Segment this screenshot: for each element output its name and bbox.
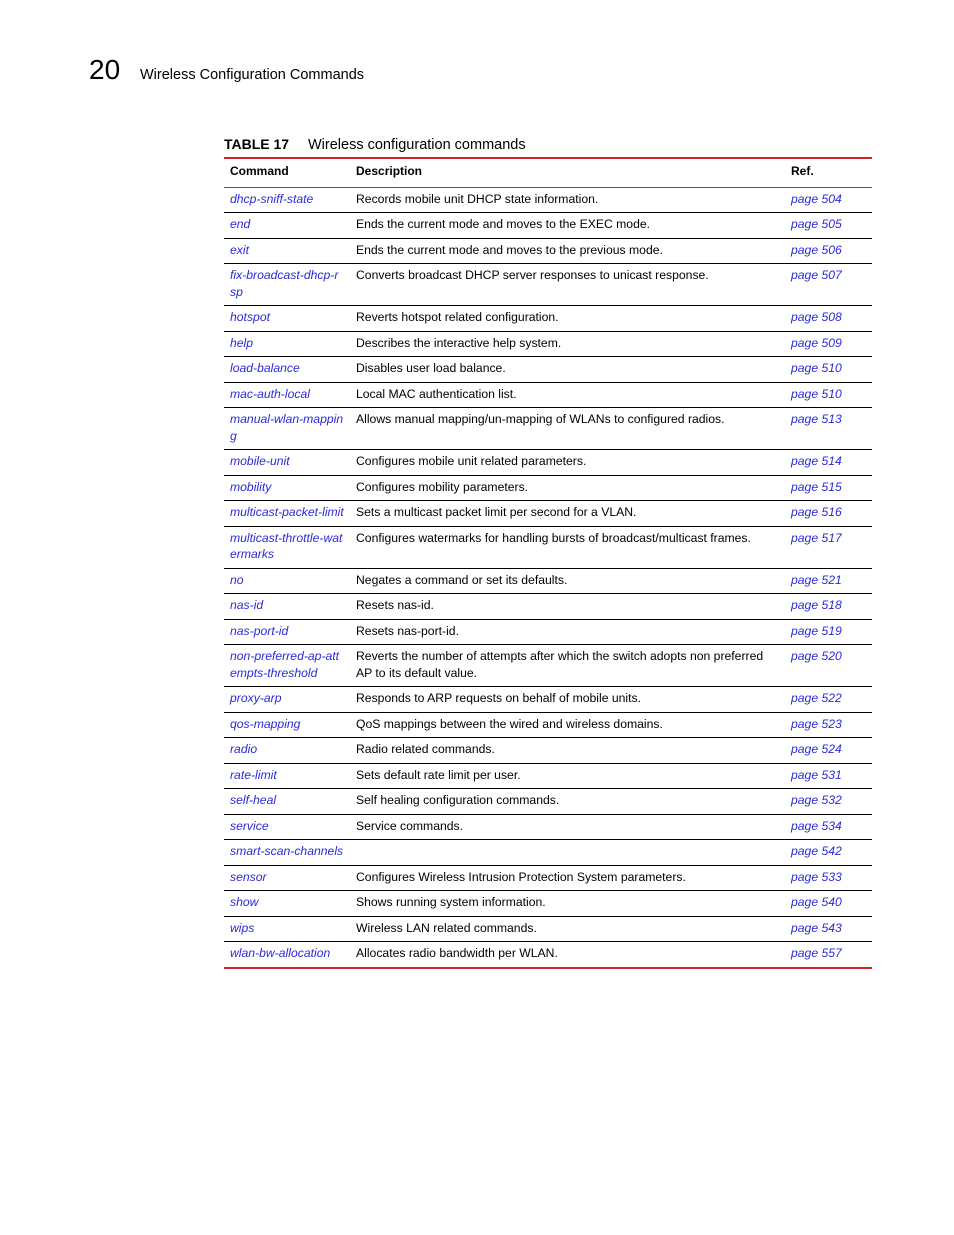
table-header-row (224, 158, 872, 187)
table-row (224, 619, 872, 645)
column-header-ref: Ref. (791, 164, 814, 178)
table-row (224, 357, 872, 383)
command-cell (224, 450, 350, 476)
page-ref-link[interactable]: page 522 (791, 691, 842, 705)
command-link[interactable]: help (230, 335, 254, 350)
table-row (224, 891, 872, 917)
description-cell: Ends the current mode and moves to the EXEC mode. (356, 217, 651, 231)
command-cell (224, 187, 350, 213)
description-cell: Allows manual mapping/un-mapping of WLANs to configured radios. (356, 412, 725, 426)
command-cell (224, 594, 350, 620)
command-cell (224, 645, 350, 687)
ref-cell (785, 238, 872, 264)
page-ref-link[interactable]: page 542 (791, 844, 842, 858)
page-ref-link[interactable]: page 534 (791, 818, 842, 833)
ref-cell (785, 865, 872, 891)
command-link[interactable]: mac-auth-local (230, 386, 310, 401)
table-title: Wireless configuration commands (308, 137, 526, 153)
table-row (224, 568, 872, 594)
page-ref-link[interactable]: page 518 (791, 598, 842, 612)
description-cell: QoS mappings between the wired and wireless domains. (356, 716, 663, 731)
page-ref-link[interactable]: page 508 (791, 310, 842, 324)
table-row (224, 306, 872, 332)
command-link[interactable]: smart-scan-channels (230, 844, 344, 858)
page-ref-link[interactable]: page 517 (791, 530, 842, 545)
description-cell: Reverts hotspot related configuration. (356, 310, 559, 324)
command-link[interactable]: multicast-packet-limit (230, 505, 344, 519)
table-row (224, 238, 872, 264)
table-row (224, 712, 872, 738)
description-cell: Configures Wireless Intrusion Protection System parameters. (356, 869, 686, 884)
table-row (224, 942, 872, 968)
command-link[interactable]: radio (230, 742, 258, 756)
table-row (224, 840, 872, 866)
ref-cell (785, 526, 872, 568)
description-cell: Resets nas-port-id. (356, 623, 459, 638)
description-cell: Self healing configuration commands. (356, 793, 560, 807)
command-link[interactable]: dhcp-sniff-state (230, 191, 314, 206)
ref-cell (785, 789, 872, 815)
table-row (224, 763, 872, 789)
ref-cell (785, 814, 872, 840)
description-cell: Negates a command or set its defaults. (356, 572, 568, 587)
command-cell (224, 306, 350, 332)
table-row (224, 501, 872, 527)
command-cell (224, 568, 350, 594)
page-ref-link[interactable]: page 510 (791, 386, 842, 401)
description-cell: Ends the current mode and moves to the previous mode. (356, 242, 663, 257)
description-cell: Resets nas-id. (356, 598, 434, 612)
command-link[interactable]: wlan-bw-allocation (230, 946, 331, 960)
command-link[interactable]: end (230, 217, 251, 231)
command-cell (224, 789, 350, 815)
page-ref-link[interactable]: page 516 (791, 505, 842, 519)
table-row (224, 865, 872, 891)
command-link[interactable]: nas-port-id (230, 623, 289, 638)
ref-cell (785, 187, 872, 213)
ref-cell (785, 891, 872, 917)
page-ref-link[interactable]: page 521 (791, 572, 842, 587)
description-cell: Converts broadcast DHCP server responses to unicast response. (356, 268, 709, 282)
chapter-title: Wireless Configuration Commands (140, 67, 365, 83)
command-link[interactable]: multicast-throttle-watermarks (230, 530, 343, 561)
command-link[interactable]: load-balance (230, 361, 300, 375)
table-row (224, 916, 872, 942)
command-link[interactable]: mobility (230, 479, 272, 494)
table-row (224, 475, 872, 501)
table-row (224, 687, 872, 713)
page-ref-link[interactable]: page 531 (791, 767, 842, 782)
ref-cell (785, 645, 872, 687)
ref-cell (785, 264, 872, 306)
ref-cell (785, 357, 872, 383)
command-link[interactable]: service (230, 818, 269, 833)
ref-cell (785, 213, 872, 239)
table-caption (224, 135, 526, 154)
page-ref-link[interactable]: page 504 (791, 191, 842, 206)
ref-cell (785, 475, 872, 501)
page-ref-link[interactable]: page 514 (791, 454, 842, 468)
command-link[interactable]: self-heal (230, 793, 277, 807)
page-ref-link[interactable]: page 540 (791, 895, 842, 909)
command-cell (224, 738, 350, 764)
ref-cell (785, 568, 872, 594)
description-cell: Configures watermarks for handling bursts of broadcast/multicast frames. (356, 530, 751, 545)
page-ref-link[interactable]: page 557 (791, 946, 842, 960)
command-link[interactable]: exit (230, 242, 249, 257)
page-ref-link[interactable]: page 532 (791, 793, 842, 807)
description-cell: Radio related commands. (356, 742, 495, 756)
page-ref-link[interactable]: page 524 (791, 742, 842, 756)
ref-cell (785, 306, 872, 332)
ref-cell (785, 450, 872, 476)
command-cell (224, 331, 350, 357)
command-cell (224, 916, 350, 942)
command-cell (224, 382, 350, 408)
ref-cell (785, 840, 872, 866)
description-cell: Sets default rate limit per user. (356, 767, 521, 782)
page-ref-link[interactable]: page 543 (791, 920, 842, 935)
command-link[interactable]: nas-id (230, 598, 264, 612)
table-label: TABLE 17 (224, 136, 290, 152)
page-ref-link[interactable]: page 509 (791, 335, 842, 350)
command-link[interactable]: proxy-arp (230, 691, 282, 705)
description-cell: Local MAC authentication list. (356, 386, 517, 401)
command-cell (224, 840, 350, 866)
page-ref-link[interactable]: page 513 (791, 412, 842, 426)
chapter-number: 20 (89, 54, 121, 85)
command-link[interactable]: hotspot (230, 310, 270, 324)
command-cell (224, 687, 350, 713)
table-row (224, 814, 872, 840)
page-ref-link[interactable]: page 515 (791, 479, 842, 494)
command-cell (224, 264, 350, 306)
command-link[interactable]: non-preferred-ap-attempts-threshold (230, 649, 340, 680)
description-cell: Service commands. (356, 818, 464, 833)
description-cell: Shows running system information. (356, 895, 546, 909)
table-body (224, 187, 872, 968)
table-row (224, 408, 872, 450)
command-cell (224, 475, 350, 501)
command-cell (224, 526, 350, 568)
page-ref-link[interactable]: page 533 (791, 869, 842, 884)
command-cell (224, 712, 350, 738)
command-link[interactable]: sensor (230, 869, 267, 884)
table-row (224, 382, 872, 408)
table-row (224, 264, 872, 306)
description-cell: Disables user load balance. (356, 361, 506, 375)
ref-cell (785, 738, 872, 764)
table-row (224, 187, 872, 213)
ref-cell (785, 687, 872, 713)
commands-table-container (224, 157, 872, 969)
description-cell: Describes the interactive help system. (356, 335, 562, 350)
description-cell: Configures mobile unit related parameters. (356, 454, 587, 468)
page-ref-link[interactable]: page 506 (791, 242, 842, 257)
command-cell (224, 619, 350, 645)
command-cell (224, 408, 350, 450)
description-cell: Reverts the number of attempts after which the switch adopts non preferred AP to its default value. (356, 649, 764, 680)
column-header-command: Command (230, 164, 289, 178)
command-link[interactable]: mobile-unit (230, 454, 290, 468)
ref-cell (785, 619, 872, 645)
command-cell (224, 865, 350, 891)
table-row (224, 331, 872, 357)
page-ref-link[interactable]: page 507 (791, 268, 842, 282)
ref-cell (785, 408, 872, 450)
table-row (224, 526, 872, 568)
command-link[interactable]: fix-broadcast-dhcp-rsp (230, 268, 339, 299)
command-link[interactable]: manual-wlan-mapping (230, 412, 344, 443)
command-link[interactable]: rate-limit (230, 767, 277, 782)
description-cell: Allocates radio bandwidth per WLAN. (356, 946, 558, 960)
ref-cell (785, 942, 872, 968)
table-row (224, 213, 872, 239)
ref-cell (785, 501, 872, 527)
page-ref-link[interactable]: page 519 (791, 623, 842, 638)
command-cell (224, 357, 350, 383)
description-cell: Records mobile unit DHCP state information. (356, 191, 599, 206)
command-cell (224, 501, 350, 527)
ref-cell (785, 712, 872, 738)
table-row (224, 594, 872, 620)
page-ref-link[interactable]: page 523 (791, 716, 842, 731)
description-cell: Wireless LAN related commands. (356, 920, 537, 935)
page-ref-link[interactable]: page 510 (791, 361, 842, 375)
table-row (224, 738, 872, 764)
command-cell (224, 891, 350, 917)
command-cell (224, 238, 350, 264)
description-cell: Configures mobility parameters. (356, 479, 529, 494)
page-ref-link[interactable]: page 505 (791, 217, 842, 231)
command-cell (224, 763, 350, 789)
command-link[interactable]: show (230, 895, 259, 909)
command-link[interactable]: qos-mapping (230, 716, 301, 731)
description-cell (350, 840, 785, 866)
description-cell: Responds to ARP requests on behalf of mobile units. (356, 691, 642, 705)
ref-cell (785, 331, 872, 357)
command-cell (224, 814, 350, 840)
description-cell: Sets a multicast packet limit per second for a VLAN. (356, 505, 637, 519)
command-link[interactable]: no (230, 572, 244, 587)
table-row (224, 789, 872, 815)
table-row (224, 645, 872, 687)
column-header-description: Description (356, 164, 423, 178)
ref-cell (785, 382, 872, 408)
command-link[interactable]: wips (230, 920, 255, 935)
ref-cell (785, 594, 872, 620)
ref-cell (785, 763, 872, 789)
command-cell (224, 213, 350, 239)
page-ref-link[interactable]: page 520 (791, 649, 842, 663)
command-cell (224, 942, 350, 968)
table-row (224, 450, 872, 476)
ref-cell (785, 916, 872, 942)
commands-table (224, 157, 872, 969)
